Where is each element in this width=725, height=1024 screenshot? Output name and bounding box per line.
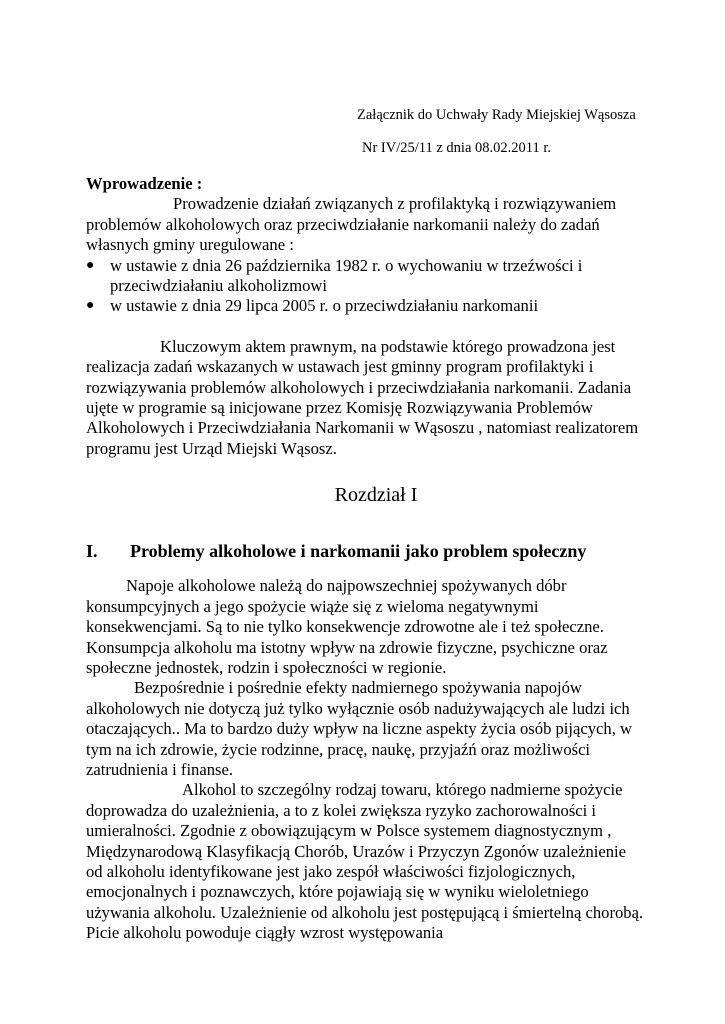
spacer	[86, 317, 646, 337]
intro-paragraph: Prowadzenie działań związanych z profilaktyką i rozwiązywaniem problemów alkoholowych oraz przeciwdziałanie narkomanii należy do zadań własnych gminy uregulowane :	[86, 194, 617, 255]
chapter-title: Rozdział I	[334, 484, 418, 507]
list-item-text: w ustawie z dnia 29 lipca 2005 r. o przeciwdziałaniu narkomanii	[110, 296, 539, 316]
bullet-icon: ●	[86, 298, 95, 314]
section-paragraph: Bezpośrednie i pośrednie efekty nadmiernego spożywania napojów alkoholowych nie dotyczą już tylko wyłącznie osób nadużywających ale ludzi ich otaczających.. Ma to bardzo duży wpływ na liczne aspekty życia osób pijących, w tym na ich zdrowie, życie rodzinne, pracę, naukę, przyjaźń oraz możliwości zatrudnienia i finanse.	[86, 678, 632, 779]
list-item	[86, 256, 646, 297]
resolution-number: Nr IV/25/11 z dnia 08.02.2011 r.	[362, 140, 552, 156]
list-item-text: w ustawie z dnia 26 października 1982 r. o wychowaniu w trzeźwości i przeciwdziałaniu alkoholizmowi	[110, 255, 583, 296]
list-item	[86, 296, 646, 316]
document-body	[86, 174, 646, 944]
section-heading	[86, 540, 646, 562]
section-paragraph: Napoje alkoholowe należą do najpowszechniej spożywanych dóbr konsumpcyjnych a jego spożycie wiąże się z wieloma negatywnymi konsekwencjami. Są to nie tylko konsekwencje zdrowotne ale i też społeczne. Konsumpcja alkoholu ma istotny wpływ na zdrowie fizyczne, psychiczne oraz społeczne jednostek, rodzin i społeczności w regionie.	[86, 576, 608, 677]
section-title: Problemy alkoholowe i narkomanii jako problem społeczny	[130, 541, 587, 562]
bullet-icon: ●	[86, 257, 95, 273]
section-paragraph: Alkohol to szczególny rodzaj towaru, którego nadmierne spożycie doprowadza do uzależnienia, a to z kolei zwiększa ryzyko zachorowalności i umieralności. Zgodnie z obowiązującym w Polsce systemem diagnostycznym , Międzynarodową Klasyfikacją Chorób, Urazów i Przyczyn Zgonów uzależnienie od alkoholu identyfikowane jest jako zespół właściwości fizjologicznych, emocjonalnych i poznawczych, które pojawiają się w wyniku wieloletniego używania alkoholu. Uzależnienie od alkoholu jest postępującą i śmiertelną chorobą. Picie alkoholu powoduje ciągły wzrost występowania	[86, 780, 644, 943]
attachment-header: Załącznik do Uchwały Rady Miejskiej Wąsosza	[357, 107, 636, 123]
intro-title: Wprowadzenie :	[86, 174, 203, 193]
key-act-paragraph: Kluczowym aktem prawnym, na podstawie którego prowadzona jest realizacja zadań wskazanych w ustawach jest gminny program profilaktyki i rozwiązywania problemów alkoholowych i przeciwdziałania narkomanii. Zadania ujęte w programie są inicjowane przez Komisję Rozwiązywania Problemów Alkoholowych i Przeciwdziałania Narkomanii w Wąsoszu , natomiast realizatorem programu jest Urząd Miejski Wąsosz.	[86, 336, 639, 458]
legal-acts-list	[86, 256, 646, 317]
section-number: I.	[86, 541, 98, 562]
